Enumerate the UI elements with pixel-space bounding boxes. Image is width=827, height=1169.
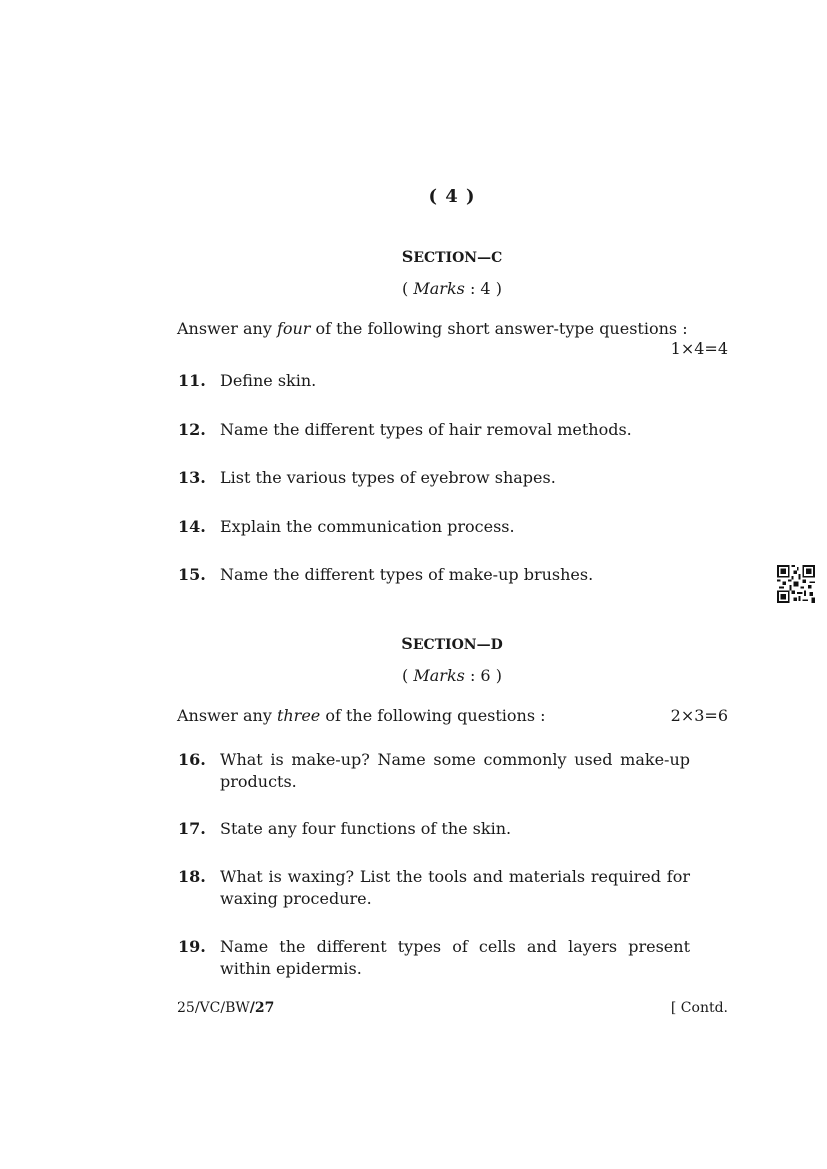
section-d-score: 2×3=6 <box>670 706 728 725</box>
question-12: 12. Name the different types of hair removal methods. <box>178 420 632 439</box>
section-c-instruction: Answer any four of the following short answer-type questions : <box>177 319 688 338</box>
qr-code <box>777 565 815 603</box>
section-c-title: SECTION—C <box>401 247 503 266</box>
page-number: ( 4 ) <box>428 186 476 207</box>
section-d-title: SECTION—D <box>401 634 503 653</box>
question-14: 14. Explain the communication process. <box>178 517 515 536</box>
section-d-marks: ( Marks : 6 ) <box>402 666 502 685</box>
question-11: 11. Define skin. <box>178 371 317 390</box>
question-15: 15. Name the different types of make-up brushes. <box>178 565 594 584</box>
question-19: 19. Name the different types of cells and layers present within epidermis. <box>178 937 690 978</box>
continued-label: [ Contd. <box>670 1000 728 1016</box>
question-18: 18. What is waxing? List the tools and materials required for waxing procedure. <box>178 867 690 908</box>
paper-code: 25/VC/BW/27 <box>177 1000 275 1016</box>
section-c-marks: ( Marks : 4 ) <box>402 279 502 298</box>
section-c-score: 1×4=4 <box>670 339 728 358</box>
question-17: 17. State any four functions of the skin. <box>178 819 512 838</box>
question-16: 16. What is make-up? Name some commonly used make-up products. <box>178 750 690 791</box>
question-13: 13. List the various types of eyebrow shapes. <box>178 468 556 487</box>
section-d-instruction: Answer any three of the following questions : <box>177 706 546 725</box>
